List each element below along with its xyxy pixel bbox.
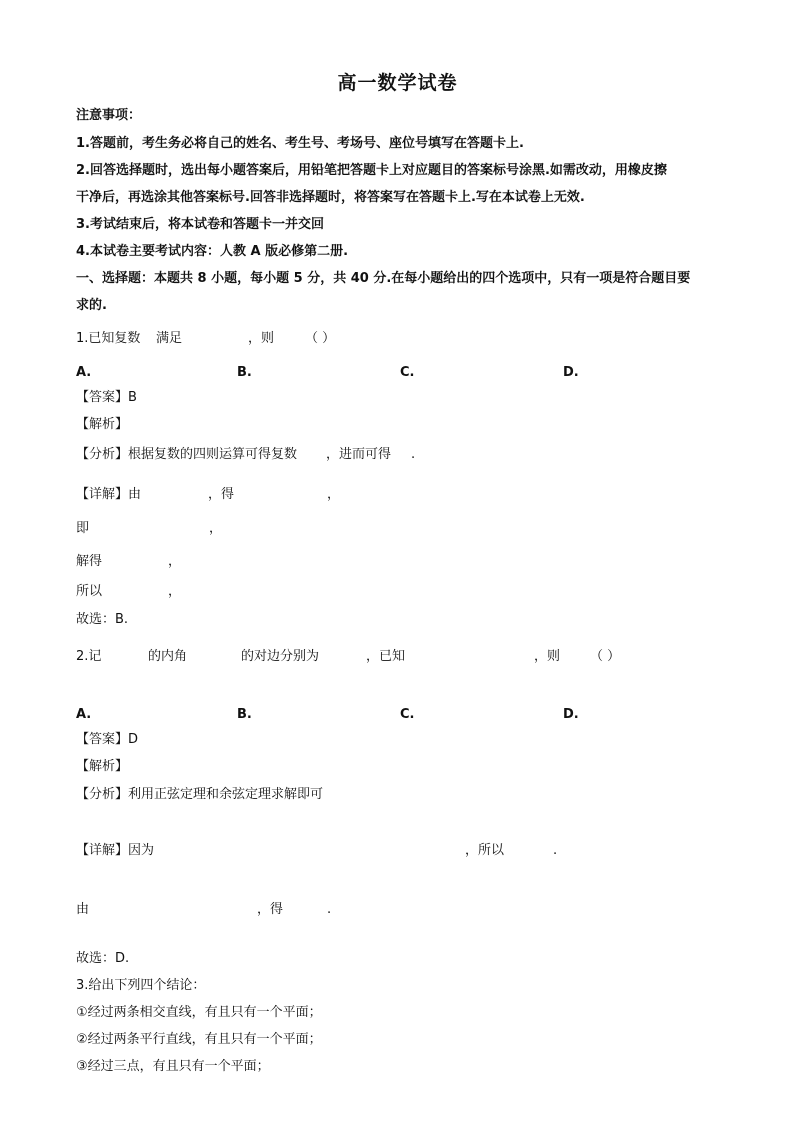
q3-stem: 3.给出下列四个结论：	[76, 978, 206, 993]
q1-ji: 即	[76, 521, 90, 536]
q2-detail-b: ，所以	[465, 843, 505, 858]
q1-suoyi: 所以	[76, 584, 103, 599]
q1-jiede: 解得	[76, 554, 103, 569]
q2-stem-d: ，已知	[366, 649, 406, 664]
q1-fenxi-c: .	[411, 447, 416, 462]
q2-option-a: A.	[76, 707, 92, 722]
q2-stem-e: ，则	[534, 649, 561, 664]
q1-option-c: C.	[400, 365, 415, 380]
q3-conclusion-3: ③经过三点，有且只有一个平面；	[76, 1059, 270, 1074]
q2-you-b: ，得	[257, 902, 284, 917]
notice-item-2-line-1: 2.回答选择题时，选出每小题答案后，用铅笔把答题卡上对应题目的答案标号涂黑.如需改动，用橡皮擦	[76, 163, 667, 178]
q2-paren: （ ）	[590, 649, 621, 664]
q1-answer: 【答案】B	[76, 390, 137, 405]
q1-jiexi: 【解析】	[76, 417, 129, 432]
q2-jiexi: 【解析】	[76, 759, 129, 774]
q2-stem-a: 2.记	[76, 649, 102, 664]
page-title: 高一数学试卷	[337, 72, 458, 94]
q1-detail-b: ，得	[208, 487, 235, 502]
notice-item-4: 4.本试卷主要考试内容：人教 A 版必修第二册.	[76, 244, 349, 259]
q3-conclusion-2: ②经过两条平行直线，有且只有一个平面；	[76, 1032, 322, 1047]
q2-fenxi: 【分析】利用正弦定理和余弦定理求解即可	[76, 787, 324, 802]
q1-guxuan: 故选：B.	[76, 612, 129, 627]
q2-detail-c: .	[553, 843, 558, 858]
q1-jiede-comma: ，	[168, 554, 182, 569]
q1-fenxi-b: ，进而可得	[326, 447, 392, 462]
q2-answer: 【答案】D	[76, 732, 139, 747]
q3-conclusion-1: ①经过两条相交直线，有且只有一个平面；	[76, 1005, 322, 1020]
q2-option-d: D.	[563, 707, 579, 722]
q1-suoyi-comma: ，	[168, 584, 182, 599]
q1-option-b: B.	[237, 365, 252, 380]
q1-ji-comma: ，	[209, 521, 223, 536]
q1-detail-a: 【详解】由	[76, 487, 142, 502]
q2-stem-c: 的对边分别为	[241, 649, 320, 664]
q2-stem-b: 的内角	[148, 649, 188, 664]
q2-you-c: .	[327, 902, 332, 917]
q2-guxuan: 故选：D.	[76, 951, 130, 966]
section-1-line-1: 一、选择题：本题共 8 小题，每小题 5 分，共 40 分.在每小题给出的四个选项中，只有一项是符合题目要	[76, 271, 691, 286]
q1-option-a: A.	[76, 365, 92, 380]
q1-paren: （ ）	[305, 331, 336, 346]
notice-heading: 注意事项：	[76, 108, 142, 123]
notice-item-1: 1.答题前，考生务必将自己的姓名、考生号、考场号、座位号填写在答题卡上.	[76, 136, 524, 151]
q1-stem-b: 满足	[156, 331, 183, 346]
q2-detail-a: 【详解】因为	[76, 843, 155, 858]
q2-option-b: B.	[237, 707, 252, 722]
q1-stem-a: 1.已知复数	[76, 331, 141, 346]
q2-option-c: C.	[400, 707, 415, 722]
q1-option-d: D.	[563, 365, 579, 380]
notice-item-2-line-2: 干净后，再选涂其他答案标号.回答非选择题时，将答案写在答题卡上.写在本试卷上无效.	[76, 190, 585, 205]
notice-item-3: 3.考试结束后，将本试卷和答题卡一并交回	[76, 217, 324, 232]
q2-you-a: 由	[76, 902, 90, 917]
q1-stem-c: ，则	[248, 331, 275, 346]
q1-detail-c: ，	[327, 487, 341, 502]
q1-fenxi-a: 【分析】根据复数的四则运算可得复数	[76, 447, 298, 462]
section-1-line-2: 求的.	[76, 298, 107, 313]
